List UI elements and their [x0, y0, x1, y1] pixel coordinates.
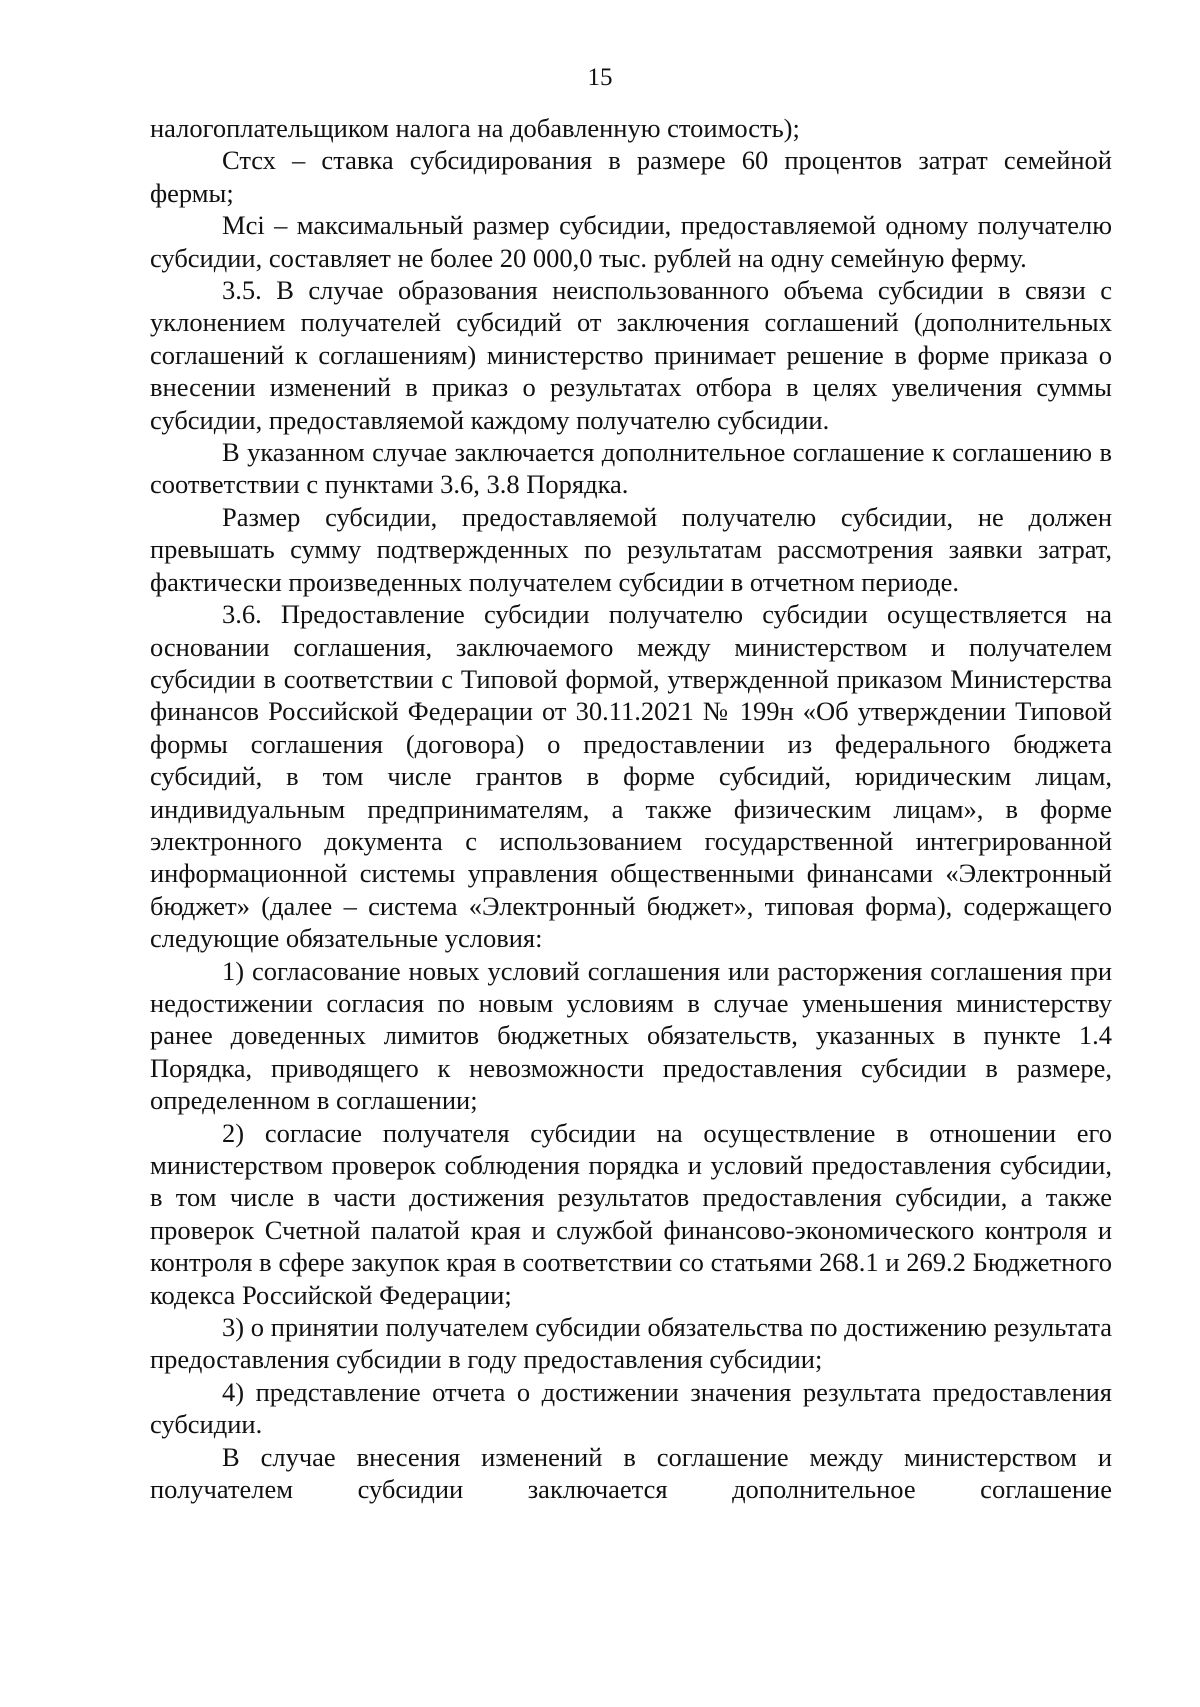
list-item-4: 4) представление отчета о достижении значения результата предоставления субсидии. — [150, 1376, 1112, 1440]
paragraph-3-6: 3.6. Предоставление субсидии получателю субсидии осуществляется на основании соглашения, заключаемого между министерством и получателем субсидии в соответствии с Типовой формой, утвержденной приказом Министерства финансов Российской Федерации от 30.11.2021 № 199н «Об утверждении Типовой формы соглашения (договора) о предоставлении из федерального бюджета субсидий, в том числе грантов в форме субсидий, юридическим лицам, индивидуальным предпринимателям, а также физическим лицам», в форме электронного документа с использованием государственной интегрированной информационной системы управления общественными финансами «Электронный бюджет» (далее – система «Электронный бюджет», типовая форма), содержащего следующие обязательные условия: — [150, 599, 1112, 954]
paragraph-subsidy-size: Размер субсидии, предоставляемой получателю субсидии, не должен превышать сумму подтвержденных по результатам рассмотрения заявки затрат, фактически произведенных получателем субсидии в отчетном периоде. — [150, 501, 1112, 597]
paragraph-additional-agreement: В указанном случае заключается дополнительное соглашение к соглашению в соответствии с пунктами 3.6, 3.8 Порядка. — [150, 437, 1112, 500]
paragraph-stsx: Стсх – ставка субсидирования в размере 60 процентов затрат семейной фермы; — [150, 145, 1112, 208]
list-item-1: 1) согласование новых условий соглашения или расторжения соглашения при недостижении согласия по новым условиям в случае уменьшения министерству ранее доведенных лимитов бюджетных обязательств, указанных в пункте 1.4 Порядка, приводящего к невозможности предоставления субсидии в размере, определенном в соглашении; — [150, 955, 1112, 1116]
paragraph-mci: Mci – максимальный размер субсидии, предоставляемой одному получателю субсидии, составляет не более 20 000,0 тыс. рублей на одну семейную ферму. — [150, 210, 1112, 273]
paragraph-taxpayer-line: налогоплательщиком налога на добавленную стоимость); — [150, 113, 800, 143]
paragraph-3-5: 3.5. В случае образования неиспользованного объема субсидии в связи с уклонением получателей субсидий от заключения соглашений (дополнительных соглашений к соглашениям) министерство принимает решение в форме приказа о внесении изменений в приказ о результатах отбора в целях увеличения суммы субсидии, предоставляемой каждому получателю субсидии. — [150, 275, 1112, 435]
document-body — [150, 112, 1112, 1505]
page-number: 15 — [587, 64, 613, 91]
paragraph-amendments: В случае внесения изменений в соглашение между министерством и получателем субсидии заключается дополнительное соглашение — [150, 1441, 1112, 1505]
list-item-3: 3) о принятии получателем субсидии обязательства по достижению результата предоставления субсидии в году предоставления субсидии; — [150, 1312, 1112, 1375]
list-item-2: 2) согласие получателя субсидии на осуществление в отношении его министерством проверок соблюдения порядка и условий предоставления субсидии, в том числе в части достижения результатов предоставления субсидии, а также проверок Счетной палатой края и службой финансово-экономического контроля и контроля в сфере закупок края в соответствии со статьями 268.1 и 269.2 Бюджетного кодекса Российской Федерации; — [150, 1117, 1112, 1310]
